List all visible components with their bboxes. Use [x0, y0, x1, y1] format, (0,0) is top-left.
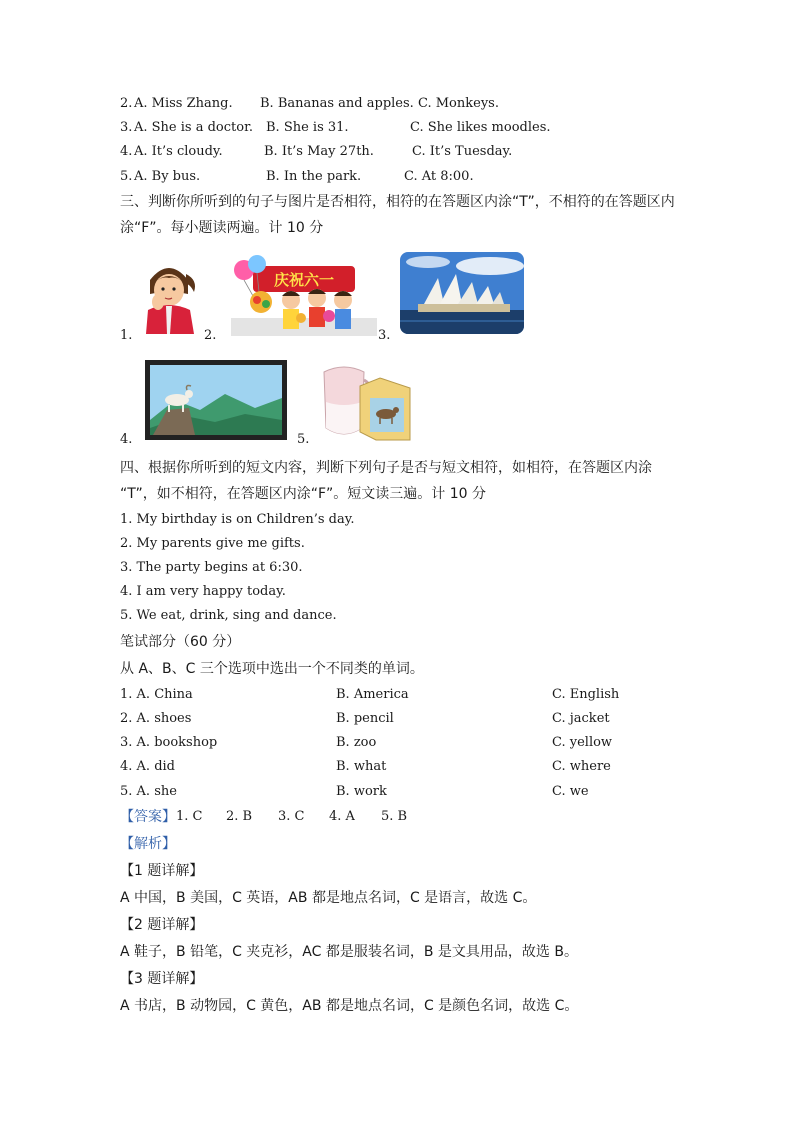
- answer-label: 【答案】: [120, 809, 176, 825]
- pic-label-3: 3.: [378, 328, 391, 343]
- section3-heading-line1: 三、判断你所听到的句子与图片是否相符，相符的在答题区内涂“T”，不相符的在答题区内: [120, 194, 675, 210]
- statement-5: 5. We eat, drink, sing and dance.: [120, 608, 337, 623]
- answer-5: 5. B: [381, 809, 408, 824]
- statement-2: 2. My parents give me gifts.: [120, 536, 305, 551]
- detail-1-head: 【1 题详解】: [120, 863, 204, 879]
- answer-3: 3. C: [278, 809, 305, 824]
- answer-1: 1. C: [176, 809, 203, 824]
- pic-label-4: 4.: [120, 432, 133, 447]
- childrens-day-picture: [231, 254, 377, 336]
- section3-heading-line2: 涂“F”。每小题读两遍。计 10 分: [120, 220, 324, 236]
- detail-3-text: A 书店，B 动物园，C 黄色，AB 都是地点名词，C 是颜色名词，故选 C。: [120, 998, 579, 1014]
- girl-thinking-picture: [136, 254, 202, 334]
- analysis-label: 【解析】: [120, 836, 176, 852]
- milk-picture: [318, 358, 416, 442]
- written-instruction: 从 A、B、C 三个选项中选出一个不同类的单词。: [120, 661, 424, 677]
- goat-mountain-picture: [145, 360, 287, 440]
- detail-2-text: A 鞋子，B 铅笔，C 夹克衫，AC 都是服装名词，B 是文具用品，故选 B。: [120, 944, 578, 960]
- statement-3: 3. The party begins at 6:30.: [120, 560, 303, 575]
- detail-3-head: 【3 题详解】: [120, 971, 204, 987]
- section4-heading-line1: 四、根据你所听到的短文内容，判断下列句子是否与短文相符，如相符，在答题区内涂: [120, 460, 652, 476]
- answer-2: 2. B: [226, 809, 253, 824]
- statement-1: 1. My birthday is on Children’s day.: [120, 512, 355, 527]
- section4-heading-line2: “T”，如不相符，在答题区内涂“F”。短文读三遍。计 10 分: [120, 486, 487, 502]
- pic-label-1: 1.: [120, 328, 133, 343]
- sydney-opera-house-picture: [400, 252, 524, 334]
- pic-label-5: 5.: [297, 432, 310, 447]
- detail-2-head: 【2 题详解】: [120, 917, 204, 933]
- pic-label-2: 2.: [204, 328, 217, 343]
- detail-1-text: A 中国，B 美国，C 英语，AB 都是地点名词，C 是语言，故选 C。: [120, 890, 537, 906]
- written-title: 笔试部分（60 分）: [120, 634, 241, 650]
- banner-text: 庆祝六一: [273, 271, 335, 289]
- document-page: 2. A. Miss Zhang. B. Bananas and apples. C. Monkeys. 3. A. She is a doctor. B. She is 31. C. She likes moodles. 4. A. It’s cloudy. B. It’s May 27th. C. It’s Tuesday. 5. A. By bus. B. In the park. C. At 8:00. 三、判断你所听到的句子与图片是否相符，相符的在答题区内涂“T”，不相符的在答题区内 涂“F”。每小题读两遍。计 10 分 1. 2. 庆祝六一 3. 4. 5. 四、根据你所听到的短文内容，判断下列句子是否与短文相符，如相符，在答题区内涂 “T”，如不相符，在答题区内涂“F”。短文读三遍。计 10 分 1. My birthday is on Children’s day. 2. My parents give me gifts. 3. The party begins at 6:30. 4. I am very happy today. 5. We eat, drink, sing and dance. 笔试部分（60 分） 从 A、B、C 三个选项中选出一个不同类的单词。 1. A. China B. America C. English 2. A. shoes B. pencil C. jacket 3. A. bookshop B. zoo C. yellow 4. A. did B. what C. where 5. A. she B. work C. we 【答案】 1. C 2. B 3. C 4. A 5. B 【解析】 【1 题详解】 A 中国，B 美国，C 英语，AB 都是地点名词，C 是语言，故选 C。 【2 题详解】 A 鞋子，B 铅笔，C 夹克衫，AC 都是服装名词，B 是文具用品，故选 B。 【3 题详解】 A 书店，B 动物园，C 黄色，AB 都是地点名词，C 是颜色名词，故选 C。: [120, 96, 675, 1014]
- answer-4: 4. A: [329, 809, 355, 824]
- statement-4: 4. I am very happy today.: [120, 584, 286, 599]
